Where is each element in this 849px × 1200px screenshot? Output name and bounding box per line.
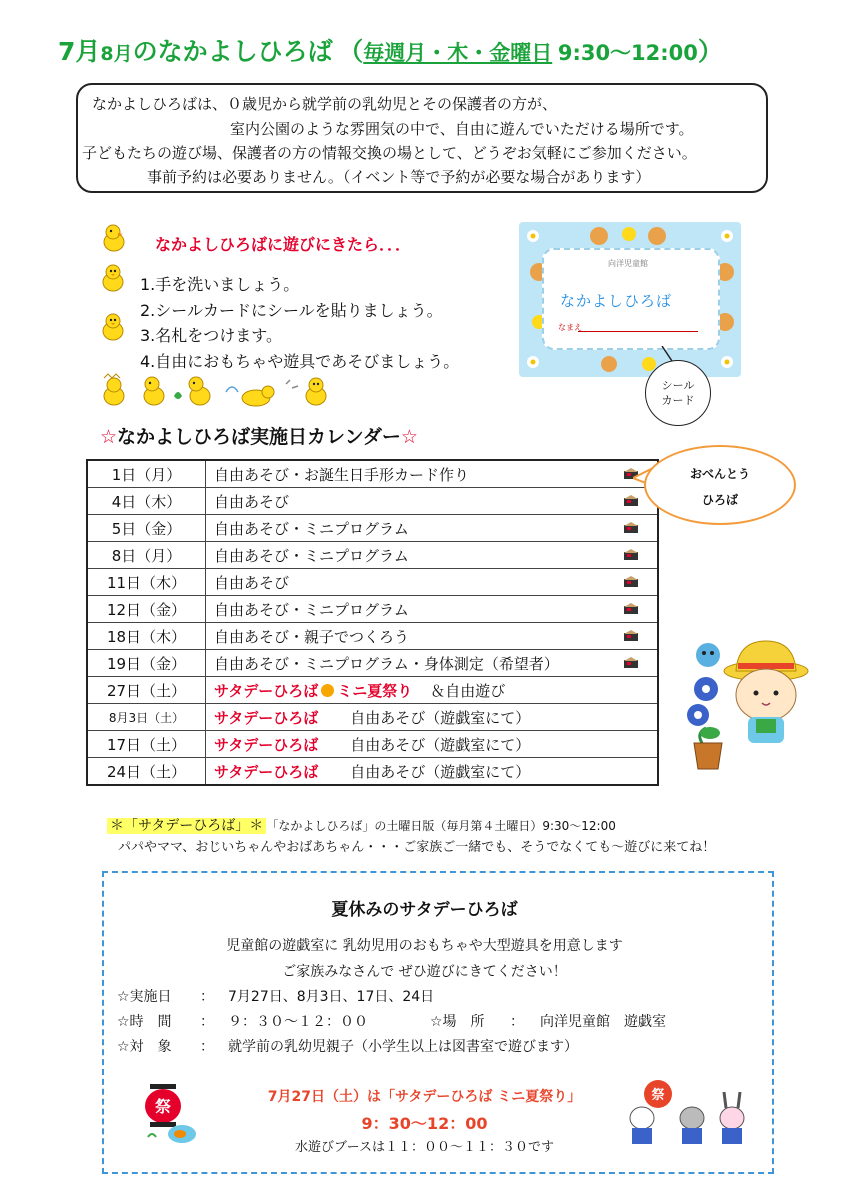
calendar-date: 4日（木） — [87, 488, 206, 515]
summer-line-2: ご家族みなさんで ぜひ遊びにきてください！ — [282, 964, 567, 980]
table-row — [87, 677, 658, 704]
calendar-table — [86, 459, 659, 786]
title-month-july: 7月 — [58, 37, 101, 66]
table-row — [87, 704, 658, 731]
calendar-activity — [206, 623, 659, 650]
howto-title: なかよしひろばに遊びにきたら．．． — [155, 235, 412, 254]
dates-value: 7月27日、8月3日、17日、24日 — [228, 989, 435, 1005]
saturday-label: サタデーひろば — [214, 735, 319, 754]
star-icon: ☆ — [400, 426, 418, 448]
calendar-activity — [206, 650, 659, 677]
table-row — [87, 758, 658, 786]
howto-step-3: 3.名札をつけます。 — [140, 326, 282, 345]
dates-label: ☆実施日 — [117, 989, 172, 1005]
bento-callout-line-2: ひろば — [701, 493, 738, 507]
calendar-date: 24日（土） — [87, 758, 206, 786]
calendar-activity — [206, 488, 659, 515]
page-title — [58, 32, 723, 66]
activity-text: 自由あそび — [214, 573, 290, 592]
activity-text: 自由あそび（遊戯室にて） — [350, 735, 531, 754]
bento-icon — [623, 603, 639, 615]
activity-text: 自由あそび・親子でつくろう — [214, 627, 410, 646]
activity-text: ＆自由遊び — [430, 681, 506, 700]
card-org-name: 向洋児童館 — [608, 259, 648, 268]
bento-icon — [623, 522, 639, 534]
card-name-label: なまえ — [558, 323, 582, 332]
activity-text: 自由あそび・ミニプログラム — [214, 600, 409, 619]
calendar-activity — [206, 731, 659, 758]
summer-line-1: 児童館の遊戯室に 乳幼児用のおもちゃや大型遊具を用意します — [226, 938, 623, 954]
intro-line-3: 子どもたちの遊び場、保護者の方の情報交換の場として、どうぞお気軽にご参加ください。 — [82, 144, 697, 162]
table-row — [87, 731, 658, 758]
bento-icon — [623, 495, 639, 507]
calendar-title — [100, 422, 418, 449]
bento-icon — [623, 576, 639, 588]
intro-line-2: 室内公園のような雰囲気の中で、自由に遊んでいただける場所です。 — [230, 120, 694, 138]
calendar-date: 8日（月） — [87, 542, 206, 569]
calendar-activity — [206, 515, 659, 542]
calendar-activity — [206, 704, 659, 731]
star-icon: ☆ — [100, 426, 118, 448]
howto-step-2: 2.シールカードにシールを貼りましょう。 — [140, 301, 443, 320]
calendar-date: 11日（木） — [87, 569, 206, 596]
calendar-activity — [206, 596, 659, 623]
title-paren-open: （ — [338, 37, 364, 66]
colon: ： — [200, 1039, 214, 1055]
place-value: 向洋児童館 遊戯室 — [540, 1014, 666, 1030]
time-value: ９：３０～１２：００ — [228, 1014, 368, 1030]
title-paren-close: ） — [697, 37, 723, 66]
water-play-time: 水遊びブースは１１：００～１１：３０です — [295, 1140, 554, 1155]
target-value: 就学前の乳幼児親子（小学生以上は図書室で遊びます） — [228, 1039, 578, 1055]
chick-row-illustration — [96, 370, 336, 410]
sun-icon — [321, 684, 334, 697]
table-row — [87, 488, 658, 515]
activity-text: 自由あそび（遊戯室にて） — [350, 762, 531, 781]
calendar-date: 27日（土） — [87, 677, 206, 704]
table-row — [87, 515, 658, 542]
saturday-note-highlight: ＊「サタデーひろば」＊ — [107, 818, 266, 834]
colon: ： — [510, 1014, 524, 1030]
bento-callout-line-1: おべんとう — [689, 467, 750, 481]
calendar-title-text: なかよしひろば実施日カレンダー — [117, 426, 401, 448]
calendar-date: 8月3日（土） — [87, 704, 206, 731]
calendar-activity — [206, 758, 659, 786]
calendar-activity — [206, 569, 659, 596]
sticker-card-callout — [645, 360, 711, 426]
title-time: 9:30～12:00 — [557, 41, 698, 65]
activity-text: 自由あそび・ミニプログラム — [214, 546, 409, 565]
child-with-hat-illustration — [676, 633, 816, 773]
lantern-char: 祭 — [154, 1097, 172, 1116]
calendar-activity — [206, 460, 659, 488]
title-days: 毎週月・木・金曜日 — [363, 41, 553, 65]
callout-line-2: カード — [661, 394, 695, 407]
table-row — [87, 650, 658, 677]
card-name-line — [578, 331, 698, 332]
place-label: ☆場 所 — [430, 1014, 485, 1030]
saturday-note — [107, 815, 616, 835]
card-program-name: なかよしひろば — [560, 292, 673, 310]
howto-step-4: 4.自由におもちゃや遊具であそびましょう。 — [140, 352, 460, 371]
festival-lantern-illustration — [138, 1082, 208, 1148]
calendar-date: 17日（土） — [87, 731, 206, 758]
activity-text: 自由あそび・ミニプログラム・身体測定（希望者） — [214, 654, 559, 673]
intro-line-1: なかよしひろばは、０歳児から就学前の乳幼児とその保護者の方が、 — [92, 95, 558, 113]
saturday-label: サタデーひろば — [214, 708, 319, 727]
title-name: のなかよしひろば — [132, 37, 333, 66]
bento-icon — [623, 657, 639, 669]
callout-line-1: シール — [661, 379, 695, 392]
title-month-august: 8月 — [100, 43, 133, 65]
family-note: パパやママ、おじいちゃんやおばあちゃん・・・ご家族ご一緒でも、そうでなくても～遊びに来てね！ — [118, 840, 716, 855]
target-label: ☆対 象 — [117, 1039, 172, 1055]
calendar-activity — [206, 542, 659, 569]
summer-title: 夏休みのサタデーひろば — [331, 900, 518, 920]
calendar-date: 19日（金） — [87, 650, 206, 677]
festival-announcement: 7月27日（土）は「サタデーひろば ミニ夏祭り」 — [267, 1089, 582, 1105]
bento-icon — [623, 549, 639, 561]
festival-characters-illustration — [620, 1078, 760, 1152]
calendar-date: 1日（月） — [87, 460, 206, 488]
activity-text: 自由あそび・お誕生日手形カード作り — [214, 465, 470, 484]
bento-callout — [644, 445, 796, 525]
calendar-date: 18日（木） — [87, 623, 206, 650]
colon: ： — [200, 1014, 214, 1030]
intro-line-4: 事前予約は必要ありません。（イベント等で予約が必要な場合があります） — [147, 168, 651, 186]
time-label: ☆時 間 — [117, 1014, 172, 1030]
bento-icon — [623, 630, 639, 642]
saturday-note-text: 「なかよしひろば」の土曜日版（毎月第４土曜日）9:30～12:00 — [266, 819, 616, 833]
intro-box — [76, 83, 768, 193]
table-row — [87, 460, 658, 488]
activity-text: 自由あそび — [214, 492, 290, 511]
activity-text: 自由あそび（遊戯室にて） — [350, 708, 531, 727]
table-row — [87, 623, 658, 650]
summer-festival-label: ミニ夏祭り — [337, 681, 413, 700]
colon: ： — [200, 989, 214, 1005]
table-row — [87, 542, 658, 569]
calendar-date: 12日（金） — [87, 596, 206, 623]
festival-time: 9：30～12：00 — [361, 1114, 488, 1133]
saturday-label: サタデーひろば — [214, 762, 319, 781]
chick-icon — [98, 263, 128, 293]
activity-text: 自由あそび・ミニプログラム — [214, 519, 409, 538]
calendar-date: 5日（金） — [87, 515, 206, 542]
table-row — [87, 596, 658, 623]
howto-step-1: 1.手を洗いましょう。 — [140, 275, 300, 294]
chick-icon — [100, 223, 128, 253]
table-row — [87, 569, 658, 596]
chick-icon — [98, 312, 128, 342]
saturday-label: サタデーひろば — [214, 681, 319, 700]
fan-char: 祭 — [651, 1088, 665, 1103]
calendar-activity — [206, 677, 659, 704]
